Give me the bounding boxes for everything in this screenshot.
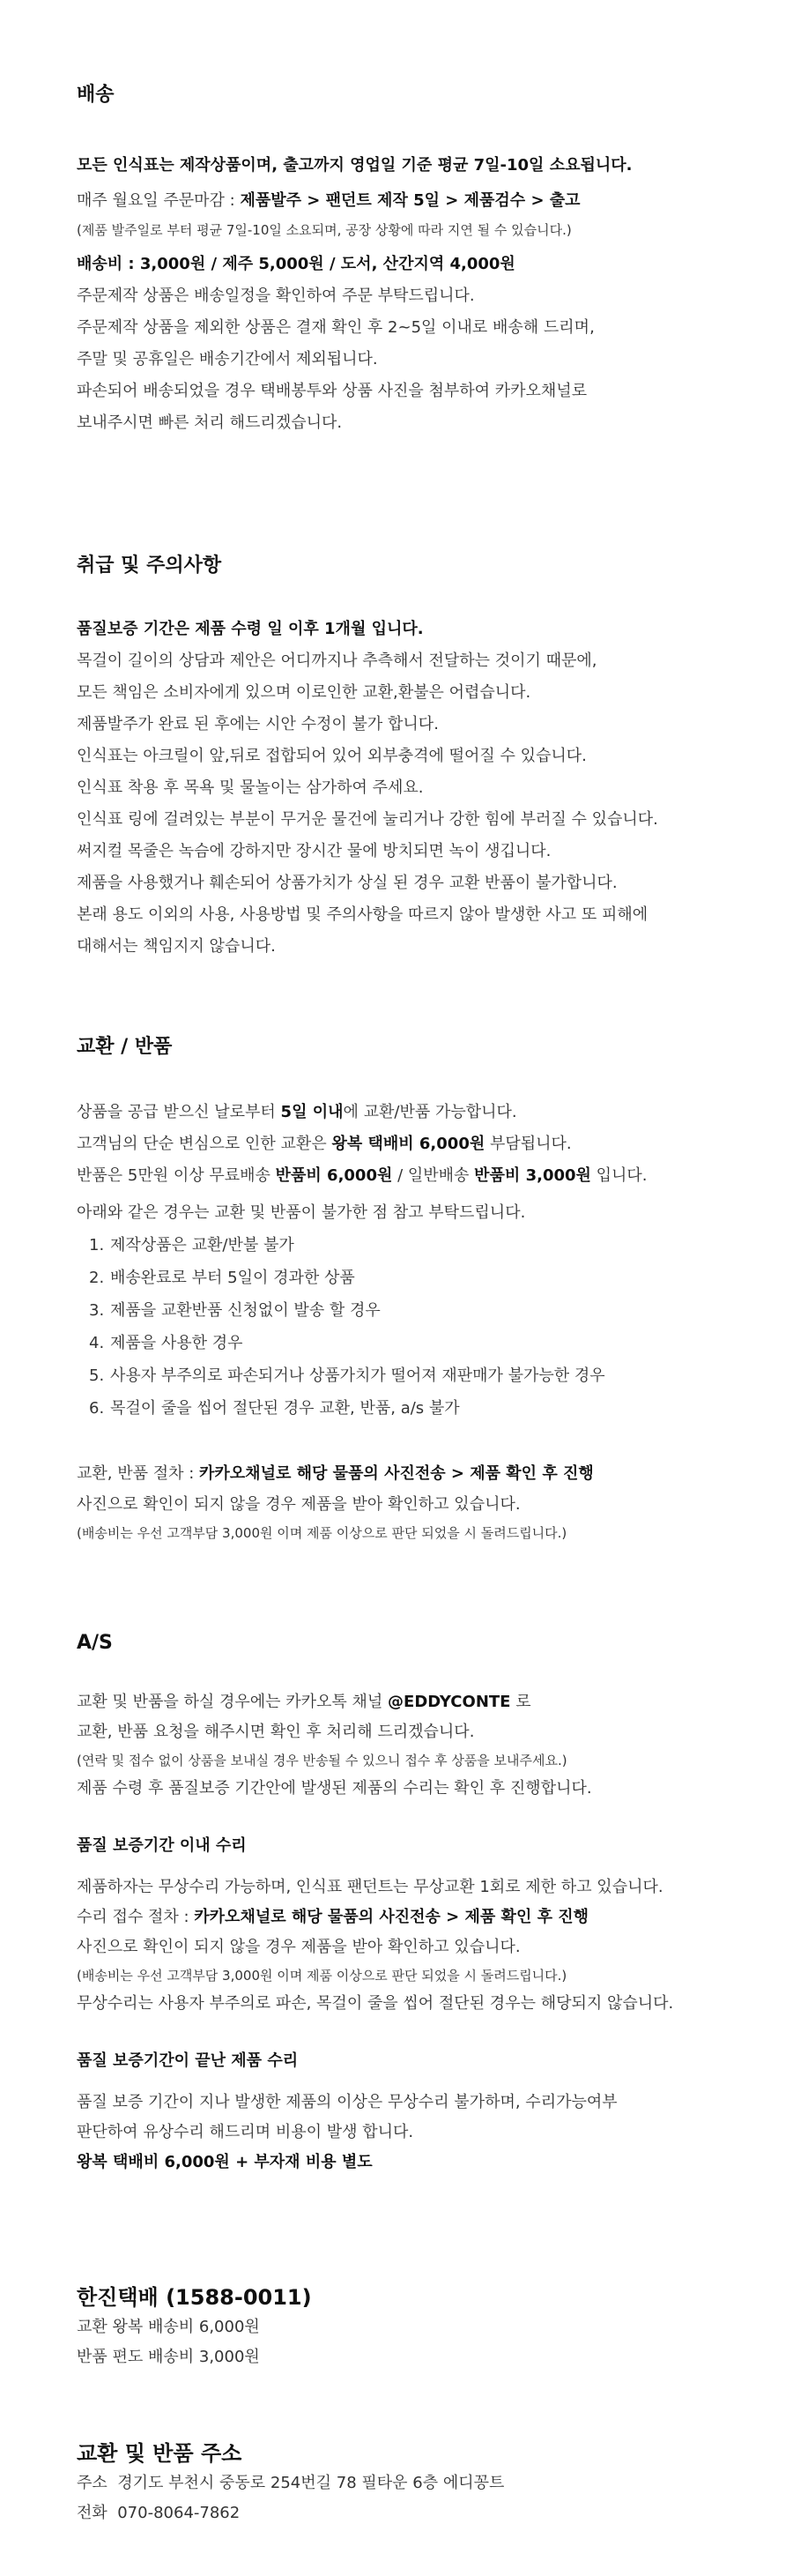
list-item: [77, 1392, 758, 1425]
list-number: 5.: [89, 1366, 105, 1385]
kakao-channel-id: @EDDYCONTE: [388, 1693, 511, 1711]
exchange-procedure-line: 사진으로 확인이 되지 않을 경우 제품을 받아 확인하고 있습니다.: [77, 1495, 521, 1514]
highlight: 반품비 6,000원: [275, 1166, 393, 1185]
warranty-note: (배송비는 우선 고객부담 3,000원 이며 제품 이상으로 판단 되었을 시 돌려드립니다.): [77, 1968, 567, 1984]
phone-line: [77, 2498, 758, 2528]
list-number: 4.: [89, 1334, 105, 1352]
text: 상품을 공급 받으신 날로부터: [77, 1103, 281, 1121]
warranty-procedure: [77, 1902, 758, 1932]
exchange-line-1: [77, 1097, 758, 1128]
shipping-line: 주문제작 상품을 제외한 상품은 결재 확인 후 2~5일 이내로 배송해 드리며,: [77, 318, 595, 337]
text: 교환 및 반품을 하실 경우에는 카카오톡 채널: [77, 1693, 389, 1711]
text: 에 교환/반품 가능합니다.: [343, 1103, 517, 1121]
care-line: 인식표는 아크릴이 앞,뒤로 접합되어 있어 외부충격에 떨어질 수 있습니다.: [77, 747, 587, 765]
warranty-line: 제품하자는 무상수리 가능하며, 인식표 팬던트는 무상교환 1회로 제한 하고 있습니다.: [77, 1878, 663, 1896]
courier-line: 교환 왕복 배송비 6,000원: [77, 2318, 260, 2336]
shipping-deadline-note: (제품 발주일로 부터 평균 7일-10일 소요되며, 공장 상황에 따라 지연 될 수 있습니다.): [77, 222, 572, 238]
as-section: [77, 1629, 758, 2178]
exchange-procedure-note: (배송비는 우선 고객부담 3,000원 이며 제품 이상으로 판단 되었을 시 돌려드립니다.): [77, 1525, 567, 1541]
as-line-2-note: (연락 및 접수 없이 상품을 보내실 경우 반송될 수 있으니 접수 후 상품을 보내주세요.): [77, 1753, 567, 1768]
text: / 일반배송: [392, 1166, 475, 1185]
list-number: 2.: [89, 1269, 105, 1287]
list-text: 제작상품은 교환/반불 불가: [110, 1236, 294, 1254]
list-number: 1.: [89, 1236, 105, 1254]
expired-line: 품질 보증 기간이 지나 발생한 제품의 이상은 무상수리 불가하며, 수리가능여부: [77, 2093, 618, 2111]
text: 입니다.: [590, 1166, 648, 1185]
shipping-deadline: [77, 185, 758, 217]
deadline-process: 제품발주 > 팬던트 제작 5일 > 제품검수 > 출고: [240, 191, 581, 210]
highlight: 카카오채널로 해당 물품의 사진전송 > 제품 확인 후 진행: [194, 1908, 589, 1926]
highlight: 카카오채널로 해당 물품의 사진전송 > 제품 확인 후 진행: [199, 1464, 594, 1483]
list-item: [77, 1229, 758, 1262]
shipping-title: 배송: [77, 84, 115, 106]
list-text: 사용자 부주의로 파손되거나 상품가치가 떨어져 재판매가 불가능한 경우: [110, 1366, 605, 1385]
exchange-line-3: [77, 1160, 758, 1192]
phone-label: 전화: [77, 2504, 107, 2522]
list-text: 배송완료로 부터 5일이 경과한 상품: [110, 1269, 355, 1287]
expired-line: 판단하여 유상수리 해드리며 비용이 발생 합니다.: [77, 2123, 414, 2141]
care-line: 제품을 사용했거나 훼손되어 상품가치가 상실 된 경우 교환 반품이 불가합니다.: [77, 874, 618, 892]
as-line-3: 제품 수령 후 품질보증 기간안에 발생된 제품의 수리는 확인 후 진행합니다.: [77, 1779, 592, 1798]
shipping-line: 주문제작 상품은 배송일정을 확인하여 주문 부탁드립니다.: [77, 287, 475, 305]
courier-line: 반품 편도 배송비 3,000원: [77, 2348, 260, 2366]
non-returnable-list: [77, 1229, 758, 1425]
shipping-line: 주말 및 공휴일은 배송기간에서 제외됩니다.: [77, 350, 378, 369]
warranty-line: 사진으로 확인이 되지 않을 경우 제품을 받아 확인하고 있습니다.: [77, 1938, 521, 1956]
as-title: A/S: [77, 1632, 113, 1654]
highlight: 왕복 택배비 6,000원: [331, 1135, 485, 1153]
text: 로: [510, 1693, 531, 1711]
text: 수리 접수 절차 :: [77, 1908, 195, 1926]
text: 부담됩니다.: [485, 1135, 572, 1153]
exchange-line-2: [77, 1128, 758, 1160]
shipping-lead: 모든 인식표는 제작상품이며, 출고까지 영업일 기준 평균 7일-10일 소요됩니다.: [77, 156, 633, 175]
exchange-title: 교환 / 반품: [77, 1036, 173, 1058]
list-item: [77, 1359, 758, 1392]
care-line: 본래 용도 이외의 사용, 사용방법 및 주의사항을 따르지 않아 발생한 사고 또 피해에: [77, 905, 648, 924]
list-text: 제품을 사용한 경우: [110, 1334, 243, 1352]
address-label: 주소: [77, 2474, 107, 2492]
care-title: 취급 및 주의사항: [77, 555, 222, 577]
care-line: 인식표 착용 후 목욕 및 물놀이는 삼가하여 주세요.: [77, 778, 424, 797]
list-text: 제품을 교환반품 신청없이 발송 할 경우: [110, 1301, 381, 1320]
as-line-1: [77, 1687, 758, 1717]
text: 교환, 반품 절차 :: [77, 1464, 200, 1483]
list-number: 6.: [89, 1399, 105, 1418]
care-line: 대해서는 책임지지 않습니다.: [77, 937, 276, 956]
shipping-section: [77, 81, 758, 439]
as-line-2: 교환, 반품 요청을 해주시면 확인 후 처리해 드리겠습니다.: [77, 1723, 475, 1741]
expired-repair-title: 품질 보증기간이 끝난 제품 수리: [77, 2051, 299, 2070]
warranty-line: 무상수리는 사용자 부주의로 파손, 목걸이 줄을 씹어 절단된 경우는 해당되지 않습니다.: [77, 1994, 674, 2013]
address-line: [77, 2468, 758, 2498]
exchange-list-intro: 아래와 같은 경우는 교환 및 반품이 불가한 점 참고 부탁드립니다.: [77, 1203, 526, 1222]
phone-value: 070-8064-7862: [117, 2504, 241, 2522]
address-section: [77, 2438, 758, 2528]
care-line: 제품발주가 완료 된 후에는 시안 수정이 불가 합니다.: [77, 715, 439, 733]
care-line: 써지컬 목줄은 녹슴에 강하지만 장시간 물에 방치되면 녹이 생깁니다.: [77, 842, 552, 860]
exchange-section: [77, 1033, 758, 1546]
shipping-fee: 배송비 : 3,000원 / 제주 5,000원 / 도서, 산간지역 4,000원: [77, 255, 515, 273]
deadline-prefix: 매주 월요일 주문마감 :: [77, 191, 241, 210]
shipping-line: 파손되어 배송되었을 경우 택배봉투와 상품 사진을 첨부하여 카카오채널로: [77, 382, 588, 400]
expired-cost: 왕복 택배비 6,000원 + 부자재 비용 별도: [77, 2153, 373, 2171]
care-line: 모든 책임은 소비자에게 있으며 이로인한 교환,환불은 어렵습니다.: [77, 683, 531, 702]
address-title: 교환 및 반품 주소: [77, 2441, 242, 2466]
care-line: 목걸이 길이의 상담과 제안은 어디까지나 추측해서 전달하는 것이기 때문에,: [77, 651, 597, 670]
highlight: 5일 이내: [280, 1103, 344, 1121]
care-lead: 품질보증 기간은 제품 수령 일 이후 1개월 입니다.: [77, 620, 424, 638]
list-item: [77, 1294, 758, 1327]
care-line: 인식표 링에 걸려있는 부분이 무거운 물건에 눌리거나 강한 힘에 부러질 수 있습니다.: [77, 810, 658, 829]
list-number: 3.: [89, 1301, 105, 1320]
list-item: [77, 1262, 758, 1294]
care-section: [77, 552, 758, 963]
text: 고객님의 단순 변심으로 인한 교환은: [77, 1135, 332, 1153]
shipping-line: 보내주시면 빠른 처리 해드리겠습니다.: [77, 413, 343, 432]
highlight: 반품비 3,000원: [474, 1166, 591, 1185]
text: 반품은 5만원 이상 무료배송: [77, 1166, 276, 1185]
list-item: [77, 1327, 758, 1359]
list-text: 목걸이 줄을 씹어 절단된 경우 교환, 반품, a/s 불가: [110, 1399, 460, 1418]
warranty-repair-title: 품질 보증기간 이내 수리: [77, 1836, 247, 1855]
address-value: 경기도 부천시 중동로 254번길 78 필타운 6층 에디꽁트: [117, 2474, 505, 2492]
courier-title: 한진택배 (1588-0011): [77, 2285, 312, 2310]
exchange-procedure: [77, 1458, 758, 1490]
courier-section: [77, 2282, 758, 2372]
